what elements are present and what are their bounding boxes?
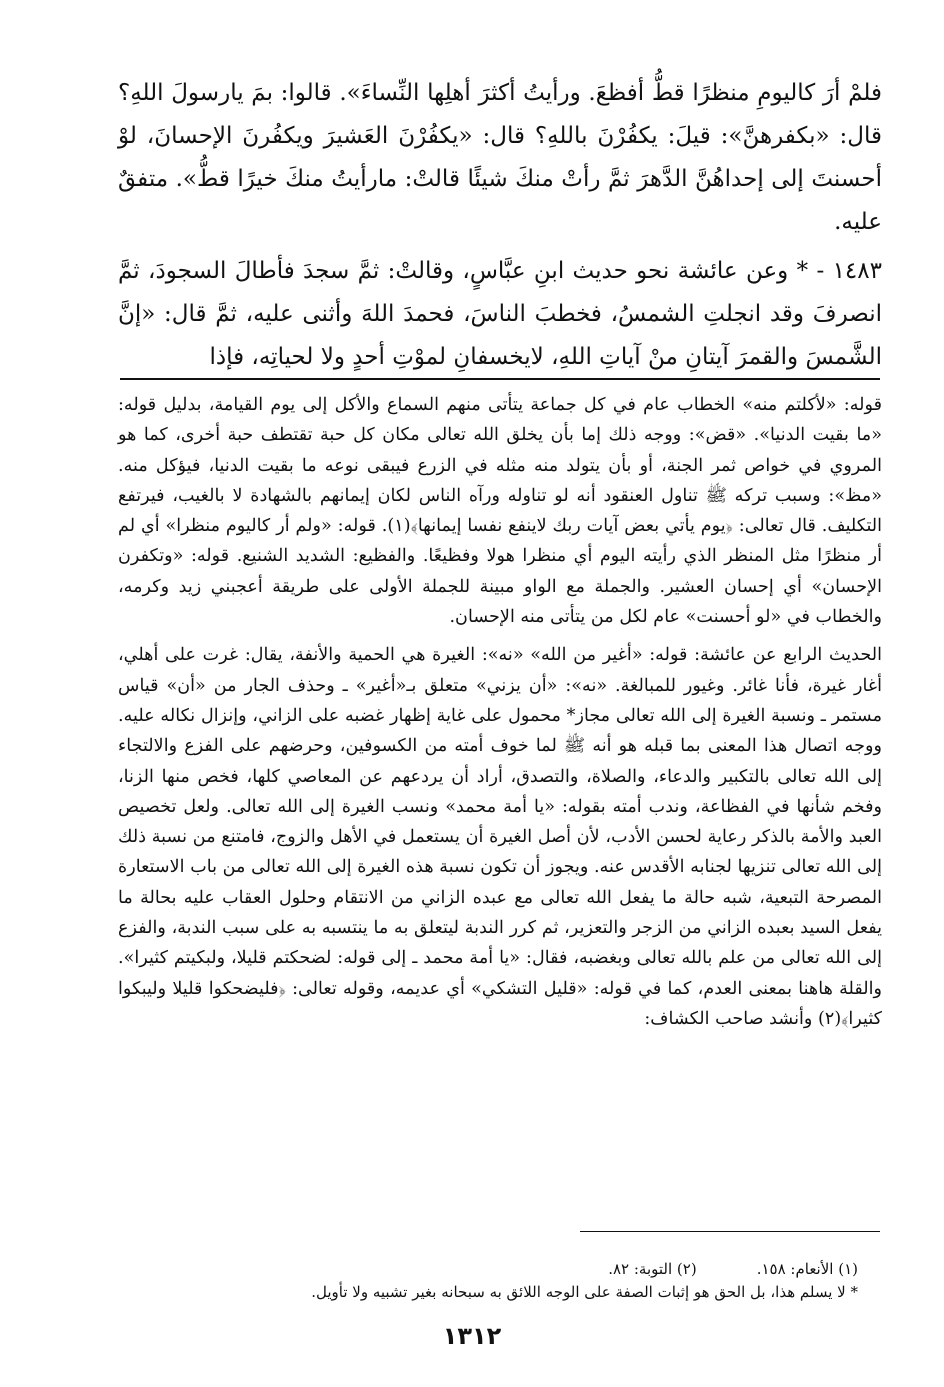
footnote-1: (١) الأنعام: ١٥٨.	[756, 1260, 858, 1278]
footnote-star-note: * لا يسلم هذا، بل الحق هو إثبات الصفة على الوجه اللائق به سبحانه بغير تشبيه ولا تأويل.	[311, 1283, 858, 1301]
hadith-main-text	[118, 72, 882, 379]
text-separator-rule	[120, 378, 880, 380]
footnote-references-row	[118, 1258, 858, 1281]
commentary-text	[118, 390, 882, 1034]
hadith-paragraph-1483: ١٤٨٣ - * وعن عائشة نحو حديث ابنِ عبَّاسٍ، وقالتْ: ثمَّ سجدَ فأطالَ السجودَ، ثمَّ انصرفَ وقد انجلتِ الشمسُ، فخطبَ الناسَ، فحمدَ اللهَ وأثنى عليه، ثمَّ قال: «إنَّ الشَّمسَ والقمرَ آيتانِ منْ آياتِ اللهِ، لايخسفانِ لموْتِ أحدٍ ولا لحياتِه، فإذا	[118, 258, 882, 370]
commentary-paragraph: قوله: «لأكلتم منه» الخطاب عام في كل جماعة يتأتى منهم السماع والأكل إلى يوم القيامة، بدليل قوله: «ما بقيت الدنيا». «قض»: ووجه ذلك إما بأن يخلق الله تعالى مكان كل حبة تقتطف حبة أخرى، كما هو المروي في خواص ثمر الجنة، أو بأن يتولد منه مثله في الزرع فيبقى نوعه ما بقيت الدنيا، فيؤكل منه. «مظ»: وسبب تركه ﷺ تناول العنقود أنه لو تناوله ورآه الناس لكان إيمانهم بالشهادة لا بالغيب، فيرتفع التكليف. قال تعالى: ﴿يوم يأتي بعض آيات ربك لاينفع نفسا إيمانها﴾(١). قوله: «ولم أر كاليوم منظرا» أي لم أر منظرًا مثل المنظر الذي رأيته اليوم أي منظرا هولا وفظيعًا. والفظيع: الشديد الشنيع. قوله: «وتكفرن الإحسان» أي إحسان العشير. والجملة مع الواو مبينة للجملة الأولى على طريقة أعجبني زيد وكرمه، والخطاب في «لو أحسنت» عام لكل من يتأتى منه الإحسان.	[118, 395, 883, 628]
footnote-2: (٢) التوبة: ٨٢.	[608, 1260, 697, 1278]
footnotes	[118, 1258, 882, 1304]
page-number: ١٣١٢	[442, 1322, 502, 1350]
footnote-separator-rule	[580, 1231, 880, 1232]
commentary-paragraph-fourth-hadith: الحديث الرابع عن عائشة: قوله: «أغير من الله» «نه»: الغيرة هي الحمية والأنفة، يقال: غرت على أهلي، أغار غيرة، فأنا غائر. وغيور للمبالغة. «نه»: «أن يزني» متعلق بـ«أغير» ـ وحذف الجار من «أن» قياس مستمر ـ ونسبة الغيرة إلى الله تعالى مجاز* محمول على غاية إظهار غضبه على الزاني، وإنزال نكاله عليه. ووجه اتصال هذا المعنى بما قبله هو أنه ﷺ لما خوف أمته من الكسوفين، وحرضهم على الفزع والالتجاء إلى الله تعالى بالتكبير والدعاء، والصلاة، والتصدق، أراد أن يردعهم عن المعاصي كلها، فخص منها الزنا، وفخم شأنها في الفظاعة، وندب أمته بقوله: «يا أمة محمد» ونسب الغيرة إلى الله تعالى. ولعل تخصيص العبد والأمة بالذكر رعاية لحسن الأدب، لأن أصل الغيرة أن يستعمل في الأهل والزوج، فامتنع من نسبة ذلك إلى الله تعالى تنزيها لجنابه الأقدس عنه. ويجوز أن تكون نسبة هذه الغيرة إلى الله تعالى من باب الاستعارة المصرحة التبعية، شبه حالة ما يفعل الله تعالى مع عبده الزاني من الانتقام وحلول العقاب عليه بحالة ما يفعل السيد بعبده الزاني من الزجر والتعزير، ثم كرر الندبة ليتعلق به ما ينتسبه به على سبب الندبة، والفزع إلى الله تعالى من علم بالله تعالى وبغضبه، فقال: «يا أمة محمد ـ إلى قوله: لضحكتم قليلا، ولبكيتم كثيرا». والقلة هاهنا بمعنى العدم، كما في قوله: «قليل التشكي» أي عديمه، وقوله تعالى: ﴿فليضحكوا قليلا وليبكوا كثيرا﴾(٢) وأنشد صاحب الكشاف:	[118, 645, 883, 1029]
hadith-paragraph: فلمْ أرَ كاليومِ منظرًا قطُّ أفظعَ. ورأيتُ أكثرَ أهلِها النِّساءَ». قالوا: بمَ يارسولَ اللهِ؟ قال: «بكفرهنَّ»: قيلَ: يكفُرْنَ باللهِ؟ قال: «يكفُرْنَ العَشيرَ ويكفُرنَ الإحسانَ، لوْ أحسنتَ إلى إحداهُنَّ الدَّهرَ ثمَّ رأتْ منكَ شيئًا قالتْ: مارأيتُ منكَ خيرًا قطُّ». متفقٌ عليه.	[118, 80, 882, 235]
